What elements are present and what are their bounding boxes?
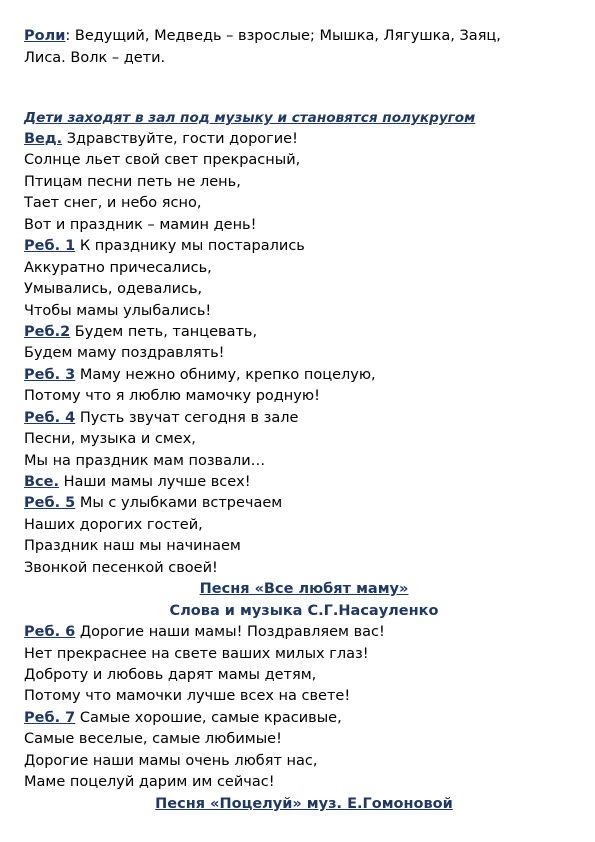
script-line: Солнце льет свой свет прекрасный,	[24, 152, 301, 169]
script-line: Вот и праздник – мамин день!	[24, 216, 257, 233]
script-line: Доброту и любовь дарят мамы детям,	[24, 666, 317, 683]
speaker-label-reb6: Реб. 6	[24, 624, 76, 641]
speaker-label-reb5: Реб. 5	[24, 495, 76, 512]
script-line: Песни, музыка и смех,	[24, 431, 196, 448]
line-text: Будем петь, танцевать,	[70, 323, 258, 340]
line-text: Здравствуйте, гости дорогие!	[62, 131, 298, 147]
script-line	[24, 365, 584, 386]
script-line: Будем маму поздравлять!	[24, 345, 225, 362]
script-line: Потому что я люблю мамочку родную!	[24, 388, 320, 405]
script-line: Потому что мамочки лучше всех на свете!	[24, 688, 351, 705]
script-line: Умывались, одевались,	[24, 281, 203, 298]
speaker-label-reb2: Реб.2	[24, 323, 71, 340]
script-line	[24, 622, 584, 643]
speaker-label-reb3: Реб. 3	[24, 366, 76, 383]
speaker-label-reb1: Реб. 1	[24, 238, 76, 255]
script-line: Птицам песни петь не лень,	[24, 173, 241, 190]
script-line	[24, 236, 584, 257]
line-text: Пусть звучат сегодня в зале	[75, 409, 299, 426]
script-line: Чтобы мамы улыбались!	[24, 302, 212, 319]
script-line: Праздник наш мы начинаем	[24, 538, 241, 555]
stage-direction: Дети заходят в зал под музыку и становятся полукругом	[24, 110, 476, 126]
line-text: Маму нежно обниму, крепко поцелую,	[75, 366, 376, 383]
script-line	[24, 129, 584, 150]
line-text: Самые хорошие, самые красивые,	[75, 709, 342, 726]
roles-text-cont: Лиса. Волк – дети.	[24, 49, 166, 66]
song-title-text: Песня «Все любят маму»	[199, 581, 409, 598]
script-line: Звонкой песенкой своей!	[24, 559, 218, 576]
script-line	[24, 322, 584, 343]
roles-paragraph	[24, 26, 572, 69]
song-authors: Слова и музыка С.Г.Насауленко	[169, 602, 439, 619]
speaker-label-ved: Вед.	[24, 131, 63, 147]
script-line: Тает снег, и небо ясно,	[24, 195, 202, 212]
script-line	[24, 708, 584, 729]
line-text: К празднику мы постарались	[75, 238, 305, 255]
script-line	[24, 408, 584, 429]
script-body	[24, 129, 584, 815]
script-line: Самые веселые, самые любимые!	[24, 731, 282, 748]
song-title-text: Песня «Поцелуй» муз. Е.Гомоновой	[155, 795, 453, 812]
song-title	[24, 579, 584, 600]
script-line: Дорогие наши мамы очень любят нас,	[24, 752, 318, 769]
line-text: Дорогие наши мамы! Поздравляем вас!	[75, 624, 385, 641]
line-text: Мы с улыбками встречаем	[75, 495, 283, 512]
song-title	[24, 794, 584, 815]
line-text: Наши мамы лучше всех!	[59, 474, 251, 490]
script-line: Наших дорогих гостей,	[24, 516, 203, 533]
roles-label: Роли	[24, 28, 66, 44]
script-line: Аккуратно причесались,	[24, 259, 212, 276]
script-line: Мы на праздник мам позвали…	[24, 452, 266, 469]
speaker-label-reb7: Реб. 7	[24, 709, 76, 726]
script-line: Маме поцелуй дарим им сейчас!	[24, 774, 275, 791]
roles-text: : Ведущий, Медведь – взрослые; Мышка, Лягушка, Заяц,	[65, 28, 501, 44]
script-line	[24, 493, 584, 514]
script-line	[24, 472, 584, 493]
speaker-label-vse: Все.	[24, 474, 59, 490]
speaker-label-reb4: Реб. 4	[24, 409, 76, 426]
script-line: Нет прекраснее на свете ваших милых глаз!	[24, 645, 369, 662]
